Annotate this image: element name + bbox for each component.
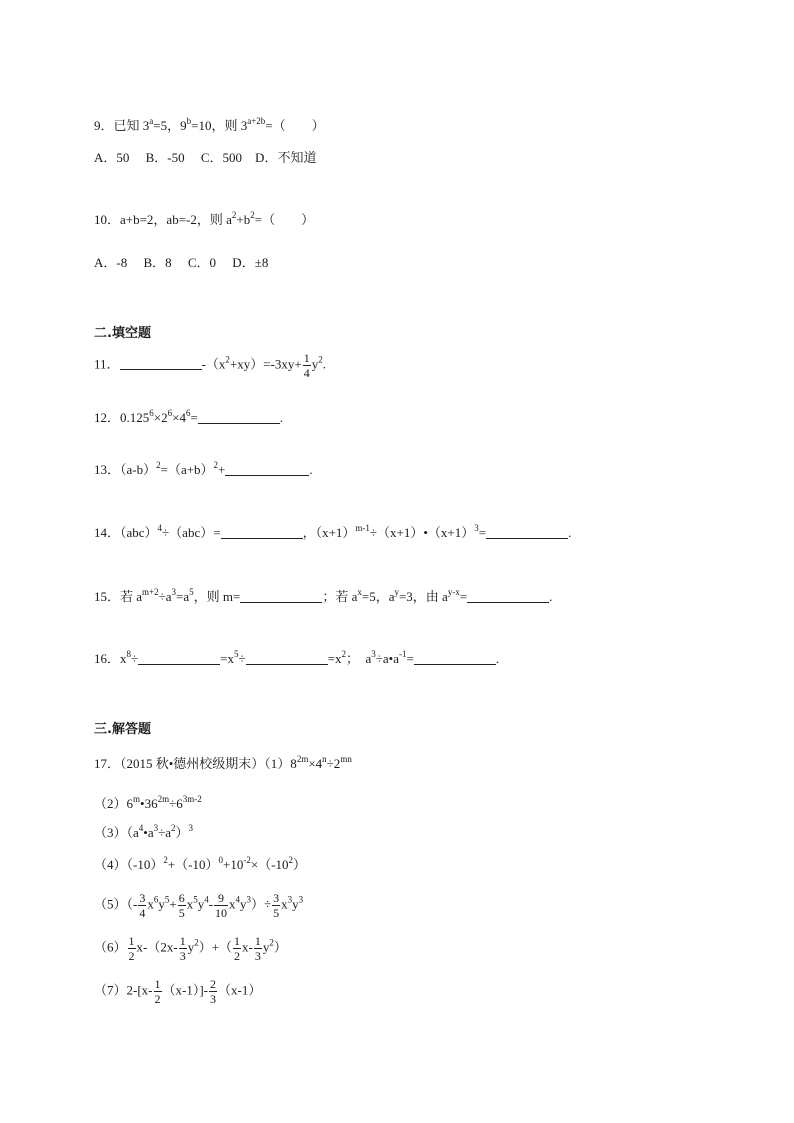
section-title-solve: 三.解答题 [94, 722, 151, 737]
fraction-numerator: 1 [234, 934, 241, 948]
q15-exp: 5 [189, 587, 194, 597]
q16-exp: -1 [399, 649, 407, 659]
q14-exp: 4 [157, 523, 163, 533]
s2-text: •36 [140, 796, 158, 811]
s2-exp: 3m-2 [182, 794, 202, 804]
fraction [209, 978, 217, 1005]
fraction [233, 935, 241, 962]
q17-text: 17．（2015 秋•德州校级期末）（1）8 [94, 756, 297, 771]
s5-exp: 6 [153, 894, 159, 905]
q13-text: . [309, 462, 313, 477]
q16-text: ÷ [238, 651, 246, 666]
s4-exp: 2 [163, 855, 168, 865]
s5-exp: 3 [298, 894, 304, 905]
q12-exp: 6 [185, 408, 191, 418]
s6-text: x- [242, 939, 253, 955]
q17-text: ÷2 [326, 756, 341, 771]
s5-text: y [197, 896, 205, 912]
q14-text: ÷（x+1）•（x+1） [369, 525, 475, 540]
s6-exp: 2 [194, 937, 199, 948]
question-10 [94, 210, 314, 230]
fraction-numerator: 1 [254, 934, 261, 948]
s3-exp: 3 [153, 823, 159, 833]
q14-text: ，（x+1） [302, 525, 356, 540]
s6-text: （6） [94, 939, 127, 955]
fraction [214, 892, 228, 919]
q16-text: . [495, 651, 500, 666]
q15-exp: x [357, 587, 362, 597]
answer-blank[interactable] [198, 409, 280, 424]
s6-text: ） [273, 939, 287, 955]
fraction [272, 892, 280, 919]
fraction [254, 935, 262, 962]
sub-question-2 [94, 794, 202, 814]
q15-text: ；若 a [322, 589, 358, 604]
question-11 [94, 352, 326, 379]
s7-text: （7）2-[x- [94, 982, 153, 998]
s4-text: +10 [223, 857, 244, 872]
q9-text: =10，则 3 [191, 118, 248, 133]
s5-text: x [186, 896, 194, 912]
fraction-denominator: 4 [303, 366, 310, 380]
q10-exp: 2 [231, 210, 237, 220]
fraction-numerator: 1 [303, 351, 310, 365]
fraction-denominator: 2 [154, 992, 161, 1006]
fraction-denominator: 3 [210, 992, 216, 1006]
fraction-numerator: 2 [210, 977, 216, 991]
q16-text: =x [220, 651, 234, 666]
fraction-denominator: 5 [178, 906, 185, 920]
q14-text: ÷（abc）= [162, 525, 221, 540]
s5-text: x [229, 896, 236, 912]
answer-blank[interactable] [225, 461, 309, 476]
q15-exp: y [394, 587, 399, 597]
q16-exp: 5 [234, 649, 239, 659]
q11-text: y [311, 356, 319, 372]
q9-text: =（ ） [265, 118, 325, 133]
q12-exp: 6 [149, 408, 154, 418]
s4-text: ） [293, 857, 307, 872]
s5-text: y [240, 896, 247, 912]
s5-text: + [169, 896, 177, 912]
question-16 [94, 649, 499, 669]
q12-exp: 6 [167, 408, 173, 418]
q11-exp: 2 [225, 354, 230, 365]
section-title-fill-in: 二.填空题 [94, 326, 151, 341]
s3-exp: 3 [188, 823, 194, 833]
q16-exp: 2 [341, 649, 346, 659]
question-15 [94, 587, 552, 607]
sub-question-5 [94, 892, 303, 919]
s6-exp: 2 [269, 937, 274, 948]
fraction-numerator: 1 [128, 934, 135, 948]
fraction [138, 892, 146, 919]
q10-exp: 2 [250, 210, 255, 220]
s2-text: （2）6 [94, 796, 134, 811]
q17-exp: n [322, 754, 327, 764]
q13-text: 13．（a-b） [94, 462, 157, 477]
q16-text: 16．x [94, 651, 127, 666]
s5-text: - [208, 896, 214, 912]
q16-text: ÷a•a [375, 651, 399, 666]
fraction [154, 978, 162, 1005]
q13-text: + [218, 462, 226, 477]
s6-text: x-（2x- [136, 939, 178, 955]
q15-text: =3，由 a [398, 589, 448, 604]
answer-blank[interactable] [240, 588, 322, 603]
s6-text: ）+（ [198, 939, 233, 955]
s3-text: ÷a [158, 825, 172, 840]
q17-text: ×4 [308, 756, 323, 771]
q9-text: 9．已知 3 [94, 118, 150, 133]
q15-text: ，则 m= [193, 589, 241, 604]
fraction-denominator: 4 [139, 906, 146, 920]
q13-exp: 2 [213, 460, 219, 470]
s5-text: y [158, 896, 165, 912]
s5-text: y [292, 896, 299, 912]
q9-exp: b [186, 116, 192, 126]
q13-exp: 2 [156, 460, 161, 470]
q15-text: = [459, 589, 468, 604]
q12-text: = [190, 410, 198, 425]
answer-blank[interactable] [486, 524, 568, 539]
q14-exp: 3 [474, 523, 479, 533]
q14-text: . [568, 525, 572, 540]
s4-exp: -2 [243, 855, 251, 865]
fraction [303, 352, 311, 379]
fraction [128, 935, 136, 962]
answer-blank[interactable] [221, 524, 303, 539]
fraction-denominator: 2 [128, 949, 135, 963]
q15-text: 15．若 a [94, 589, 143, 604]
q16-exp: 3 [371, 649, 376, 659]
fraction-numerator: 9 [214, 892, 228, 906]
s5-exp: 5 [193, 894, 198, 905]
s3-text: •a [143, 825, 154, 840]
q10-text: +b [236, 212, 251, 227]
q9-text: =5，9 [153, 118, 187, 133]
question-12 [94, 408, 283, 428]
sub-question-4 [94, 855, 306, 875]
fraction-numerator: 1 [154, 977, 161, 991]
q15-text: =5，a [361, 589, 395, 604]
q17-exp: mn [340, 754, 352, 764]
q11-text: . [322, 356, 326, 372]
q12-text: ×4 [172, 410, 186, 425]
s3-text: （3）（a [94, 825, 139, 840]
q14-exp: m-1 [355, 523, 370, 533]
s7-text: （x-1）]- [162, 982, 208, 998]
s5-exp: 4 [204, 894, 209, 905]
s5-text: x [147, 896, 154, 912]
q15-text: . [549, 589, 553, 604]
s3-exp: 4 [138, 823, 144, 833]
fraction-numerator: 1 [179, 934, 186, 948]
fraction-denominator: 5 [273, 906, 280, 920]
s5-exp: 3 [246, 894, 252, 905]
q11-exp: 2 [318, 354, 323, 365]
q16-text: ÷ [131, 651, 139, 666]
answer-blank[interactable] [138, 650, 220, 665]
q11-text: -（x [201, 356, 226, 372]
fraction-denominator: 3 [254, 949, 261, 963]
q16-text: ； a [345, 651, 372, 666]
s3-text: ） [175, 825, 189, 840]
q14-text: 14．（abc） [94, 525, 158, 540]
sub-question-3 [94, 823, 193, 843]
q15-text: =a [176, 589, 190, 604]
fraction-numerator: 3 [273, 891, 280, 905]
q12-text: ×2 [153, 410, 168, 425]
answer-blank[interactable] [467, 588, 549, 603]
s4-exp: 2 [288, 855, 294, 865]
s4-text: （4）（-10） [94, 857, 164, 872]
s5-exp: 5 [164, 894, 170, 905]
s5-text: ）÷ [251, 896, 272, 912]
question-9-options: A．50 B．-50 C．500 D．不知道 [94, 150, 317, 165]
fraction-denominator: 3 [179, 949, 186, 963]
q15-exp: m+2 [142, 587, 159, 597]
q16-exp: 8 [126, 649, 132, 659]
q9-exp: a+2b [247, 116, 266, 126]
fraction-denominator: 10 [215, 906, 228, 920]
q16-text: =x [327, 651, 342, 666]
s5-text: x [281, 896, 288, 912]
s5-text: （5）（- [94, 896, 138, 912]
q10-text: =（ ） [254, 212, 315, 227]
q15-exp: y-x [447, 587, 460, 597]
sub-question-7 [94, 978, 261, 1005]
question-14 [94, 523, 571, 543]
q16-text: = [406, 651, 414, 666]
q15-exp: 3 [171, 587, 177, 597]
sub-question-6 [94, 935, 287, 962]
s6-text: y [187, 939, 195, 955]
q14-text: = [478, 525, 487, 540]
answer-blank[interactable] [246, 650, 328, 665]
q11-text: +xy）=-3xy+ [229, 356, 302, 372]
s2-exp: m [133, 794, 141, 804]
fraction-denominator: 2 [234, 949, 241, 963]
fraction-numerator: 6 [178, 891, 185, 905]
s5-exp: 4 [235, 894, 241, 905]
s2-exp: 2m [157, 794, 170, 804]
answer-blank[interactable] [120, 355, 202, 370]
q12-text: 12．0.125 [94, 410, 150, 425]
q11-text: 11． [94, 356, 120, 372]
fraction-numerator: 3 [139, 891, 146, 905]
q10-text: 10．a+b=2，ab=-2，则 a [94, 212, 232, 227]
s2-text: ÷6 [169, 796, 183, 811]
s4-exp: 0 [218, 855, 224, 865]
fraction [179, 935, 187, 962]
answer-blank[interactable] [414, 650, 496, 665]
question-10-options: A．-8 B．8 C．0 D．±8 [94, 255, 269, 270]
q12-text: . [279, 410, 284, 425]
s4-text: ×（-10 [250, 857, 289, 872]
question-9 [94, 116, 325, 136]
q9-exp: a [149, 116, 154, 126]
question-13 [94, 460, 313, 480]
q13-text: =（a+b） [160, 462, 214, 477]
q17-exp: 2m [296, 754, 309, 764]
s4-text: +（-10） [167, 857, 219, 872]
s5-exp: 3 [287, 894, 293, 905]
q15-text: ÷a [158, 589, 172, 604]
s6-text: y [262, 939, 270, 955]
s3-exp: 2 [171, 823, 176, 833]
s7-text: （x-1） [218, 982, 262, 998]
question-17 [94, 754, 352, 774]
fraction [178, 892, 186, 919]
